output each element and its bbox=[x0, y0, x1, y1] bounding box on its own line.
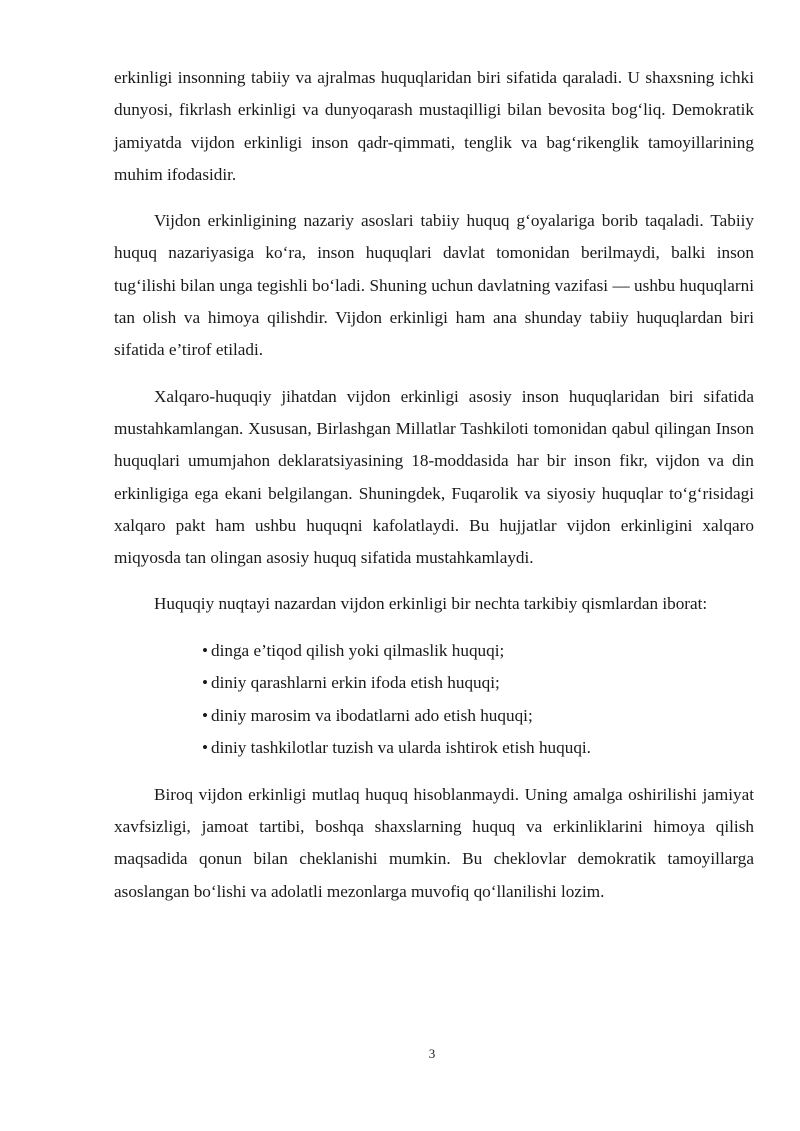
list-item bbox=[202, 700, 754, 733]
paragraph-gap bbox=[114, 765, 754, 779]
paragraph-4: Huquqiy nuqtayi nazardan vijdon erkinligi bir nechta tarkibiy qismlardan iborat: bbox=[154, 594, 708, 614]
paragraph-gap bbox=[114, 574, 754, 588]
paragraph-5: Biroq vijdon erkinligi mutlaq huquq hisoblanmaydi. Uning amalga oshirilishi jamiyat xavfsizligi, jamoat tartibi, boshqa shaxslarning huquq va erkinliklarini himoya qilish maqsadida qonun bilan cheklanishi mumkin. Bu cheklovlar demokratik tamoyillarga asoslangan bo‘lishi va adolatli mezonlarga muvofiq qo‘llanilishi lozim. bbox=[114, 784, 754, 901]
page-number: 3 bbox=[428, 1046, 436, 1061]
list-item-text: diniy marosim va ibodatlarni ado etish huquqi; bbox=[211, 705, 533, 725]
list-item bbox=[202, 667, 754, 700]
list-item bbox=[202, 635, 754, 668]
rights-list bbox=[114, 635, 754, 765]
paragraph-1: erkinligi insonning tabiiy va ajralmas huquqlaridan biri sifatida qaraladi. U shaxsning ichki dunyosi, fikrlash erkinligi va dunyoqarash mustaqilligi bilan bevosita bog‘liq. Demokratik jamiyatda vijdon erkinligi inson qadr-qimmati, tenglik va bag‘rikenglik tamoyillarining muhim ifodasidir. bbox=[114, 68, 754, 184]
list-item-text: diniy tashkilotlar tuzish va ularda ishtirok etish huquqi. bbox=[211, 738, 591, 758]
paragraph-gap bbox=[114, 621, 754, 635]
paragraph-3: Xalqaro-huquqiy jihatdan vijdon erkinligi asosiy inson huquqlaridan biri sifatida mustahkamlangan. Xususan, Birlashgan Millatlar Tashkiloti tomonidan qabul qilingan Inson huquqlari umumjahon deklaratsiyasining 18-moddasida har bir inson fikr, vijdon va din erkinligiga ega ekani belgilangan. Shuningdek, Fuqarolik va siyosiy huquqlar to‘g‘risidagi xalqaro pakt ham ushbu huquqni kafolatlaydi. Bu hujjatlar vijdon erkinligini xalqaro miqyosda tan olingan asosiy huquq sifatida mustahkamlaydi. bbox=[114, 386, 754, 568]
paragraph-2: Vijdon erkinligining nazariy asoslari tabiiy huquq g‘oyalariga borib taqaladi. Tabiiy huquq nazariyasiga ko‘ra, inson huquqlari davlat tomonidan berilmaydi, balki inson tug‘ilishi bilan unga tegishli bo‘ladi. Shuning uchun davlatning vazifasi — ushbu huquqlarni tan olish va himoya qilishdir. Vijdon erkinligi ham ana shunday tabiiy huquqlardan biri sifatida e’tirof etiladi. bbox=[114, 211, 754, 360]
list-item-text: diniy qarashlarni erkin ifoda etish huquqi; bbox=[211, 673, 500, 693]
list-item bbox=[202, 732, 754, 765]
bullet-icon: • bbox=[202, 640, 209, 660]
paragraph-gap bbox=[114, 367, 754, 381]
bullet-icon: • bbox=[202, 705, 209, 725]
list-item-text: dinga e’tiqod qilish yoki qilmaslik huquqi; bbox=[211, 640, 505, 660]
document-page bbox=[114, 62, 754, 908]
bullet-icon: • bbox=[202, 673, 209, 693]
bullet-icon: • bbox=[202, 738, 209, 758]
paragraph-gap bbox=[114, 191, 754, 205]
